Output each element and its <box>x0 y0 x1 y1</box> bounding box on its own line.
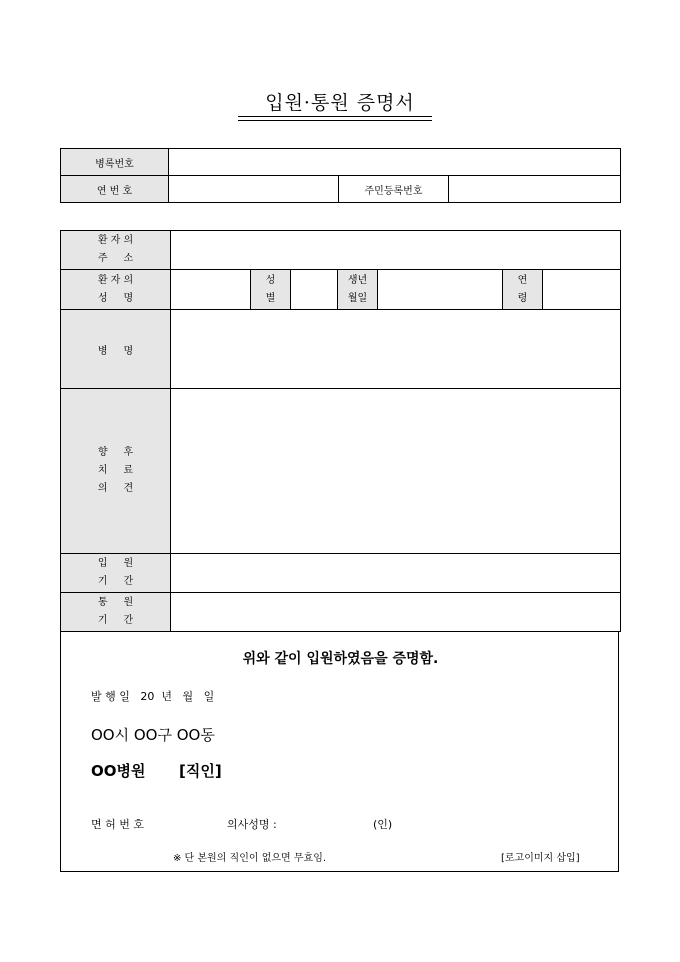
dob-field[interactable] <box>378 270 503 310</box>
hospital-name: OO병원 <box>91 762 146 780</box>
title-underline-double <box>238 120 432 121</box>
document-title: 입원·통원 증명서 <box>265 92 415 114</box>
treatment-opinion-field[interactable] <box>171 389 621 554</box>
logo-placeholder: [로고이미지 삽입] <box>501 853 580 864</box>
dob-label: 생년 월일 <box>338 270 378 310</box>
age-label: 연 령 <box>503 270 543 310</box>
patient-table <box>60 230 621 632</box>
resident-no-field[interactable] <box>449 176 621 203</box>
resident-no-label: 주민등록번호 <box>339 176 449 203</box>
license-number-label: 면 허 번 호 <box>91 818 144 831</box>
hospital-address: OO시 OO구 OO동 <box>91 726 215 744</box>
issue-date: 발 행 일 20 년 월 일 <box>91 690 215 703</box>
serial-no-field[interactable] <box>169 176 339 203</box>
doctor-name-label: 의사성명 : <box>227 818 277 831</box>
inpatient-period-field[interactable] <box>171 554 621 593</box>
outpatient-period-label: 통 원 기 간 <box>61 593 171 632</box>
name-field[interactable] <box>171 270 251 310</box>
header-table <box>60 148 621 203</box>
inpatient-period-label: 입 원 기 간 <box>61 554 171 593</box>
disease-field[interactable] <box>171 310 621 389</box>
address-label: 환 자 의 주 소 <box>61 231 171 270</box>
disease-label: 병 명 <box>61 310 171 389</box>
title-underline <box>238 116 432 117</box>
outpatient-period-field[interactable] <box>171 593 621 632</box>
hospital-seal: [직인] <box>179 762 222 780</box>
sex-field[interactable] <box>291 270 338 310</box>
sex-label: 성 별 <box>251 270 291 310</box>
validity-note: ※ 단 본원의 직인이 없으면 무효임. <box>173 853 327 864</box>
signature-mark: (인) <box>373 818 393 831</box>
serial-no-label: 연 번 호 <box>61 176 169 203</box>
name-label: 환 자 의 성 명 <box>61 270 171 310</box>
certification-statement: 위와 같이 입원하였음을 증명함. <box>242 651 439 667</box>
record-no-label: 병록번호 <box>61 149 169 176</box>
certification-box <box>60 632 619 872</box>
address-field[interactable] <box>171 231 621 270</box>
record-no-field[interactable] <box>169 149 621 176</box>
treatment-opinion-label: 향 후 치 료 의 견 <box>61 389 171 554</box>
age-field[interactable] <box>543 270 621 310</box>
